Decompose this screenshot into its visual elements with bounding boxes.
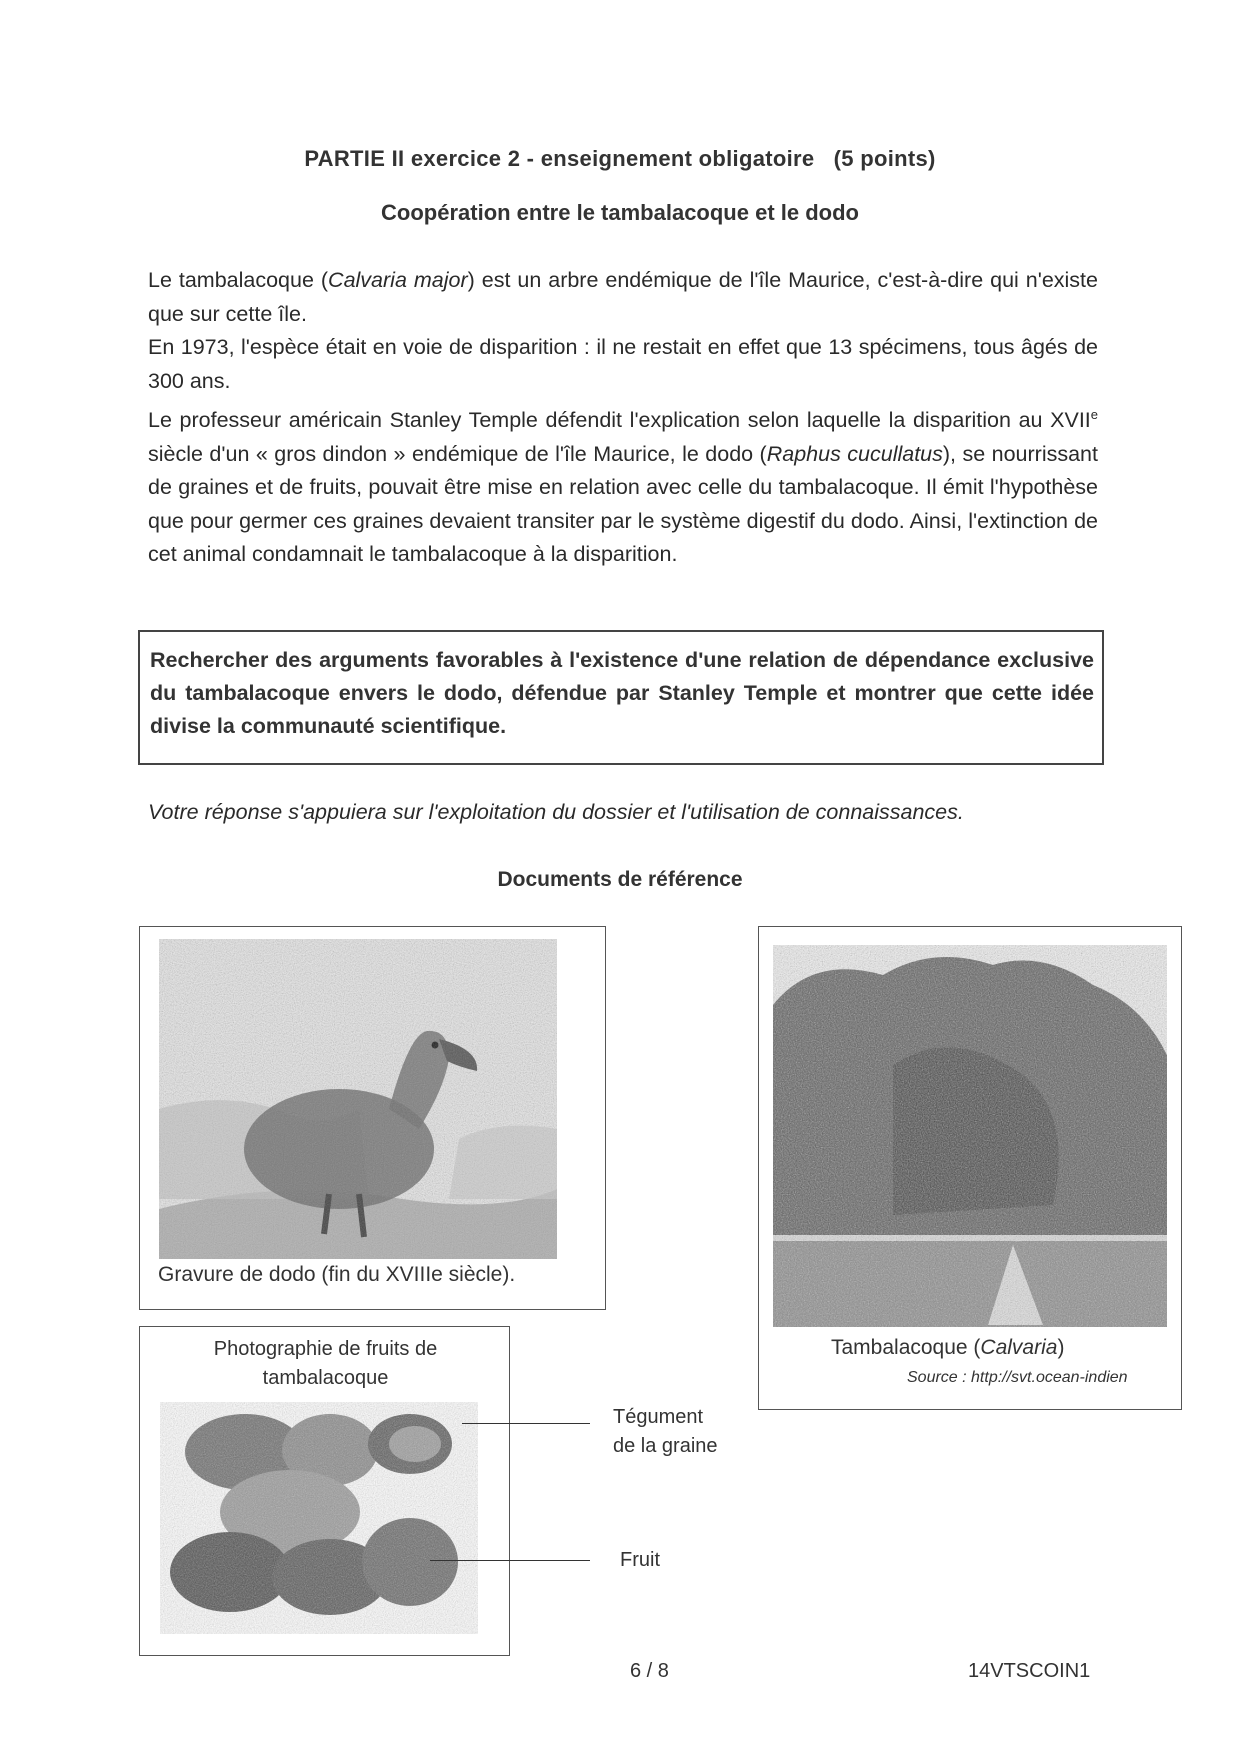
documents-title: Documents de référence bbox=[497, 868, 743, 891]
page-number: 6 / 8 bbox=[630, 1660, 669, 1682]
task-box: Rechercher des arguments favorables à l'existence d'une relation de dépendance exclusive du tambalacoque envers le dodo, défendue par Stanley Temple et montrer que cette idée divise la communauté scientifique. bbox=[138, 630, 1104, 765]
tegument-label-line-1: Tégument bbox=[613, 1406, 704, 1428]
intro-text bbox=[148, 264, 1098, 572]
tegument-label-line-2: de la graine bbox=[613, 1435, 718, 1457]
fruit-photo-title-line-2: tambalacoque bbox=[262, 1367, 389, 1389]
document-code: 14VTSCOIN1 bbox=[968, 1660, 1091, 1682]
answer-note: Votre réponse s'appuiera sur l'exploitation du dossier et l'utilisation de connaissances. bbox=[148, 800, 964, 824]
exercise-subtitle: Coopération entre le tambalacoque et le dodo bbox=[381, 200, 859, 225]
intro-paragraph-3: Le professeur américain Stanley Temple défendit l'explication selon laquelle la disparition au XVIIe siècle d'un « gros dindon » endémique de l'île Maurice, le dodo (Raphus cucullatus), se nourrissant de graines et de fruits, pouvait être mise en relation avec celle du tambalacoque. Il émit l'hypothèse que pour germer ces graines devaient transiter par le système digestif du dodo. Ainsi, l'extinction de cet animal condamnait le tambalacoque à la disparition. bbox=[148, 407, 1098, 567]
intro-paragraph-2: En 1973, l'espèce était en voie de disparition : il ne restait en effet que 13 spécimens, tous âgés de 300 ans. bbox=[148, 335, 1098, 393]
tree-caption: Tambalacoque (Calvaria) bbox=[831, 1336, 1065, 1359]
tambalacoque-fruits-image bbox=[160, 1402, 478, 1634]
dodo-engraving-image bbox=[159, 939, 557, 1259]
fruit-figure bbox=[139, 1326, 510, 1656]
dodo-figure bbox=[139, 926, 606, 1310]
tegument-leader-line bbox=[462, 1423, 590, 1424]
fruit-leader-line bbox=[430, 1560, 590, 1561]
fruit-label: Fruit bbox=[620, 1549, 660, 1571]
fruit-photo-title-line-1: Photographie de fruits de bbox=[213, 1338, 438, 1360]
tree-source: Source : http://svt.ocean-indien bbox=[907, 1369, 1128, 1386]
tree-figure bbox=[758, 926, 1182, 1410]
tambalacoque-tree-image bbox=[773, 945, 1167, 1327]
intro-paragraph-1: Le tambalacoque (Calvaria major) est un arbre endémique de l'île Maurice, c'est-à-dire qui n'existe que sur cette île. bbox=[148, 268, 1098, 326]
dodo-caption: Gravure de dodo (fin du XVIIIe siècle). bbox=[158, 1263, 516, 1286]
exercise-title: PARTIE II exercice 2 - enseignement obligatoire (5 points) bbox=[304, 146, 936, 171]
